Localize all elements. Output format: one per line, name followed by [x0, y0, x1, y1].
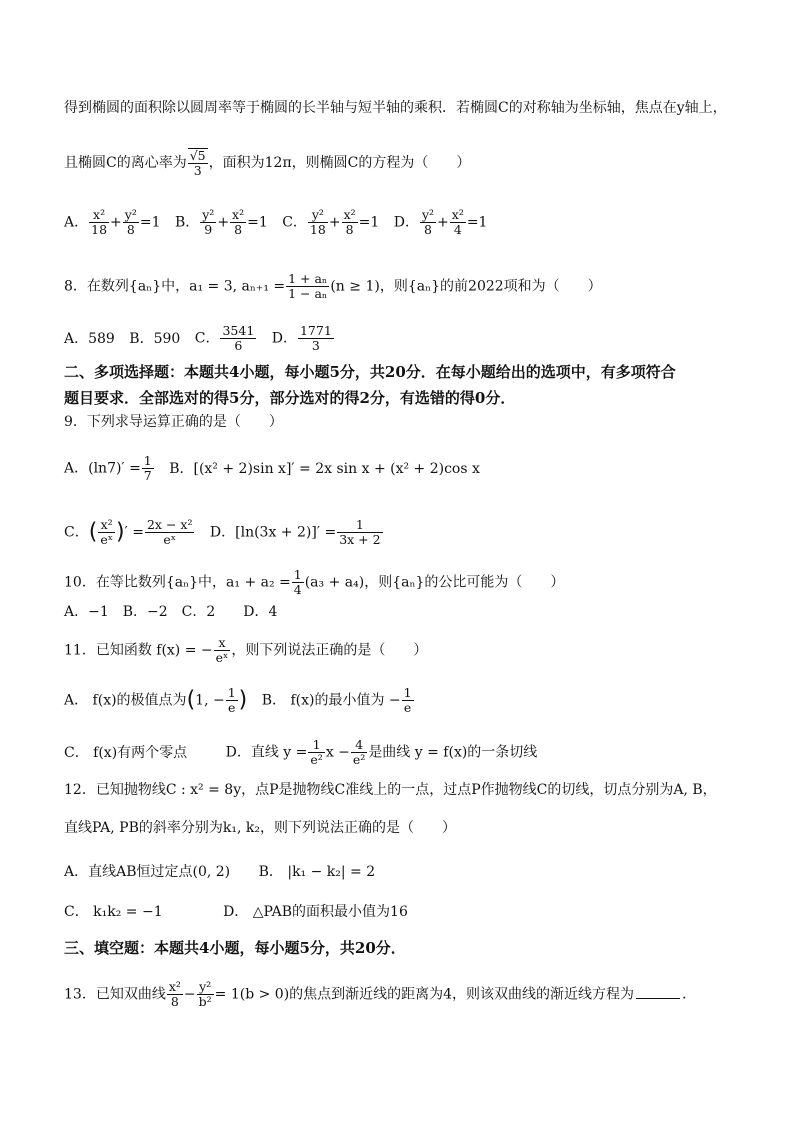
q10-options: A．−1 B．−2 C．2 D．4 — [64, 604, 278, 620]
q12-option-d: D． △PAB的面积最小值为16 — [223, 904, 408, 920]
section-3-heading: 三、填空题：本题共4小题，每小题5分，共20分． — [64, 939, 406, 957]
q7-option-a: A． $\frac{\text{x²}}{18}$ + $\frac{\text{y²}}{8}$ =1 — [64, 207, 161, 237]
q8-option-a: A．589 — [64, 330, 115, 347]
q12-options-cd — [64, 902, 754, 922]
q11-option-c: C． f(x)有两个零点 — [64, 744, 188, 761]
q9-options-ab — [64, 454, 754, 483]
q11-option-d: D．直线 y = $\frac{1}{\text{e²}}$ x − $\frac{4}{\text{e²}}$ 是曲线 y = f(x)的一条切线 — [225, 737, 538, 767]
section-2-heading: 二、多项选择题：本题共4小题，每小题5分，共20分．在每小题给出的选项中，有多项符合 — [64, 363, 676, 381]
q11-option-b: B． f(x)的最小值为 − $\frac{1}{e}$ — [261, 685, 412, 715]
answer-blank[interactable] — [636, 986, 680, 999]
q9-option-a: A．(ln7)′ = $\frac{1}{7}$ — [64, 453, 152, 483]
q8-stem: 8．在数列{aₙ}中，a₁ = 3, aₙ₊₁ = $\frac{\text{1 + aₙ}}{\text{1 − aₙ}}$ (n ≥ 1)，则{aₙ}的前2022项和为（ ） — [64, 271, 602, 301]
q12-stem-line2: 直线PA, PB的斜率分别为k₁, k₂，则下列说法正确的是（ ） — [64, 820, 456, 836]
q7-line1: 得到椭圆的面积除以圆周率等于椭圆的长半轴与短半轴的乘积．若椭圆C的对称轴为坐标轴，焦点在y轴上， — [64, 100, 727, 116]
q8-option-d: D． $\frac{1771}{3}$ — [271, 323, 332, 353]
q12-options-ab — [64, 862, 754, 882]
q9-option-c: C．( $\frac{\text{x²}}{\text{eˣ}}$ )′ = $\frac{\text{2x − x²}}{\text{eˣ}}$ — [64, 517, 193, 547]
q7-option-b: B． $\frac{\text{y²}}{9}$ + $\frac{\text{x²}}{8}$ =1 — [174, 207, 268, 237]
q11-option-a: A． f(x)的极值点为(1, − $\frac{1}{e}$ ) — [64, 685, 248, 715]
q12-option-c: C． k₁k₂ = −1 — [64, 904, 163, 920]
q7-options — [64, 208, 754, 237]
q8-option-b: B．590 — [129, 330, 181, 347]
q9-option-d: D．[ln(3x + 2)]′ = $\frac{1}{3x + 2}$ — [209, 517, 381, 547]
q7-eccentricity-fraction: $\frac{√5}{3}$ — [189, 148, 206, 178]
q11-options-ab — [64, 686, 754, 715]
q11-options-cd — [64, 738, 754, 767]
q9-stem: 9．下列求导运算正确的是（ ） — [64, 414, 283, 430]
q9-options-cd — [64, 518, 754, 547]
q8-options — [64, 324, 754, 353]
q8-option-c: C． $\frac{3541}{6}$ — [194, 323, 255, 353]
q11-stem: 11．已知函数 f(x) = − $\frac{x}{\text{eˣ}}$ ，则下列说法正确的是（ ） — [64, 635, 428, 665]
q13-stem: 13．已知双曲线 $\frac{\text{x²}}{8}$ − $\frac{\text{y²}}{\text{b²}}$ = 1(b > 0)的焦点到渐近线的距离为4，则该双曲线的渐近线方程为 ． — [64, 979, 697, 1009]
q9-option-b: B．[(x² + 2)sin x]′ = 2x sin x + (x² + 2)cos x — [169, 460, 480, 477]
q12-option-b: B． |k₁ − k₂| = 2 — [258, 864, 376, 880]
q10-stem: 10．在等比数列{aₙ}中，a₁ + a₂ = $\frac{1}{4}$ (a₃ + a₄)，则{aₙ}的公比可能为（ ） — [64, 567, 565, 597]
section-2-heading-cont: 题目要求．全部选对的得5分，部分选对的得2分，有选错的得0分． — [64, 389, 516, 407]
q12-stem-line1: 12．已知抛物线C : x² = 8y，点P是抛物线C准线上的一点，过点P作抛物线C的切线，切点分别为A, B， — [64, 782, 717, 798]
q7-option-c: C． $\frac{\text{y²}}{18}$ + $\frac{\text{x²}}{8}$ =1 — [282, 207, 380, 237]
q12-option-a: A．直线AB恒过定点(0, 2) — [64, 864, 231, 880]
q7-option-d: D． $\frac{\text{y²}}{8}$ + $\frac{\text{x²}}{4}$ =1 — [393, 207, 488, 237]
q7-line2: 且椭圆C的离心率为 $\frac{√5}{3}$ ，面积为12π，则椭圆C的方程为（ ） — [64, 148, 471, 178]
